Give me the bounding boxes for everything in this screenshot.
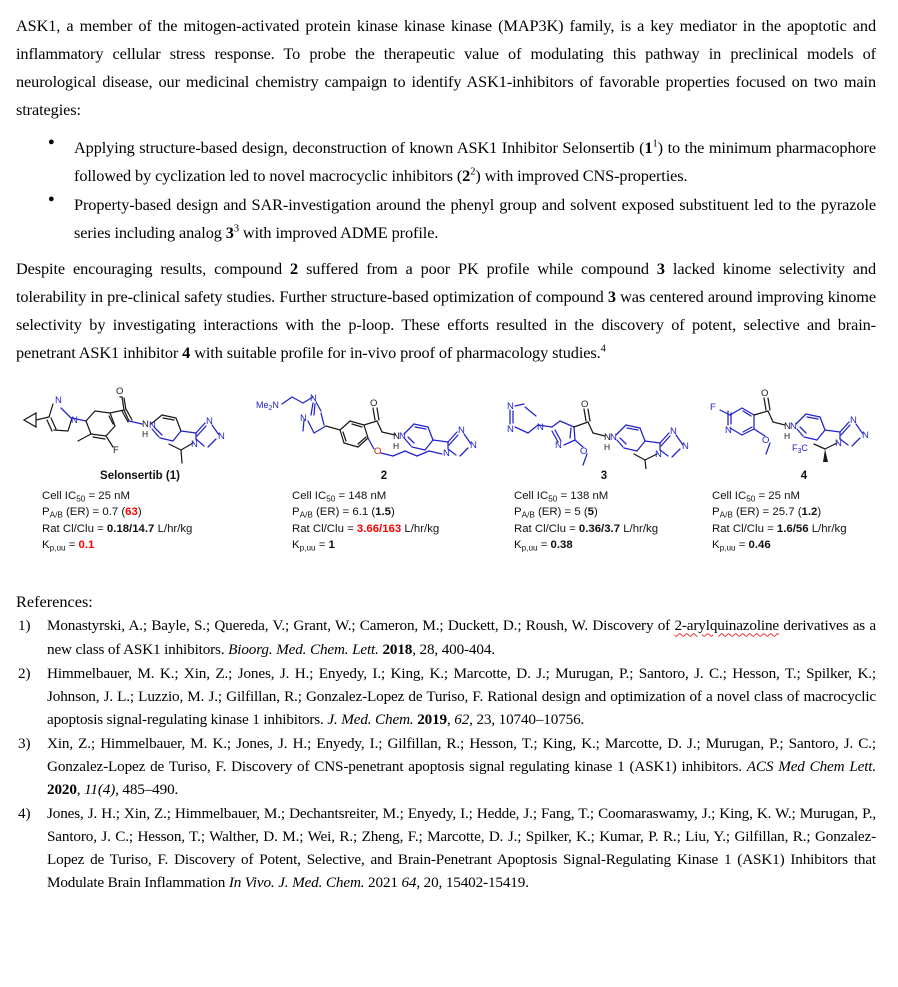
strategy-bullet-list (16, 134, 876, 247)
atom-label-n-amide: N (393, 431, 400, 443)
bullet-1-sup1: 1 (652, 138, 658, 150)
atom-label-f: F (113, 445, 119, 457)
ref-3-volume: 11(4) (84, 781, 116, 799)
references-list (16, 614, 876, 894)
atom-label-o: O (116, 386, 124, 398)
atom-label-n: N (470, 440, 477, 452)
bullet-1-bold2: 2 (462, 166, 471, 186)
ref-4-tail: 2021 (364, 874, 402, 892)
strategy-bullet-2 (74, 191, 876, 247)
ref-2-volume: 62 (454, 710, 470, 728)
compound-2-rat-cl: Rat Cl/Clu = 3.66/163 L/hr/kg (292, 522, 440, 535)
ref-1-tail: , 28, 400-404. (412, 640, 495, 658)
intro-paragraph: ASK1, a member of the mitogen-activated protein kinase kinase kinase (MAP3K) family, is a key mediator in the apoptotic and inflammatory cellular stress response. To probe the therapeutic value of modulating this pathway in preclinical models of neurological disease, our medicinal chemistry campaign to identify ASK1-inhibitors of favorable properties focused on two main strategies: (16, 16, 876, 120)
compound-1-structure (16, 377, 254, 469)
bullet-1-part1: Applying structure-based design, deconstruction of known ASK1 Inhibitor Selonsertib ( (74, 138, 645, 158)
ref-4-authors: Jones, J. H.; Xin, Z.; Himmelbauer, M.; Dechantsreiter, M.; Enyedy, I.; Hedde, J.; Fang, T.; Coomaraswamy, J.; King, K. W.; Murugan, P., Santoro, J. C.; Hesson, T.; Walther, D. M.; Wei, R.; Zheng, F.; Marcotte, D. J.; Spilker, K.; Kumar, P. R.; Liu, Y.; Gilfillan, R.; Gonzalez-Lopez de Turiso, F. Discovery of Potent, Selective, and Brain-Penetrant Apoptosis Signal-Regulating Kinase 1 (ASK1) Inhibitors that Modulate Brain Inflammation (47, 805, 876, 892)
ref-2-year: 2019 (417, 710, 447, 728)
bullet-1-bold1: 1 (644, 138, 653, 158)
atom-label-o: O (581, 399, 589, 411)
ref-3-tail: , (76, 781, 85, 799)
atom-label-o-methoxy: O (580, 446, 588, 458)
compound-1-pab: $P_{A/B}$ (ER) = 0.7 (63) (42, 506, 142, 520)
ref-1-title: derivatives as a new class of ASK1 inhibitors. (47, 617, 877, 658)
atom-label-h: H (604, 442, 611, 453)
compound-3-pab: $P_{A/B}$ (ER) = 5 (5) (514, 506, 598, 520)
compound-2-label: 2 (380, 470, 388, 483)
atom-label-n: N (555, 440, 562, 452)
atom-label-h: H (784, 431, 791, 442)
strategy-bullet-1 (74, 134, 876, 190)
atom-label-f3c: $F_3C$ (792, 443, 808, 456)
reference-item-4 (16, 802, 876, 894)
compound-4-pab: $P_{A/B}$ (ER) = 25.7 (1.2) (712, 506, 822, 520)
atom-label-n: N (55, 395, 62, 407)
atom-label-n: N (458, 425, 465, 437)
bullet-2-sup1: 3 (233, 223, 239, 235)
compound-1-ic50: Cell $IC_{50} = 25$ nM (42, 490, 130, 504)
compound-4-block (704, 377, 898, 553)
chemical-structures-panel (16, 377, 876, 577)
compound-2-data (254, 488, 504, 553)
atom-label-n: N (300, 413, 307, 425)
summary-s1: Despite encouraging results, compound (16, 259, 291, 279)
atom-label-f: F (710, 402, 716, 414)
atom-label-n: N (507, 401, 514, 413)
atom-label-o: O (761, 388, 769, 400)
atom-label-n-pyridine: N (610, 432, 617, 444)
ref-4-in-vivo: In Vivo. (228, 874, 275, 892)
ref-2-journal: J. Med. Chem. (327, 710, 414, 728)
atom-label-o: O (370, 398, 378, 410)
compound-4-ic50: Cell $IC_{50} = 25$ nM (712, 490, 800, 504)
atom-label-n: N (443, 448, 450, 460)
bullet-2-part1: Property-based design and SAR-investigation around the phenyl group and solvent exposed substituent led to the pyrazole series including analog (74, 195, 876, 243)
compound-3-ic50: Cell $IC_{50} = 138$ nM (514, 490, 609, 504)
summary-s2: suffered from a poor PK profile while compound (298, 259, 657, 279)
summary-b4: 4 (182, 343, 191, 363)
bullet-1-part2: ) to the minimum pharmacophore followed by cyclization led to novel macrocyclic inhibitors ( (74, 138, 877, 186)
atom-label-n-pyridine: N (790, 421, 797, 433)
atom-label-n: N (862, 430, 869, 442)
compound-4-label: 4 (800, 470, 808, 483)
ref-4-volume: 64 (401, 874, 417, 892)
ref-3-authors: Xin, Z.; Himmelbauer, M. K.; Jones, J. H.; Enyedy, I.; Gilfillan, R.; Hesson, T.; King, K.; Marcotte, D. J.; Murugan, P.; Santoro, J. C.; Gonzalez-Lopez de Turiso, F. Discovery of CNS-penetrant apoptosis signal regulating kinase 1 (ASK1) inhibitors. (47, 734, 876, 775)
compound-2-pab: $P_{A/B}$ (ER) = 6.1 (1.5) (292, 506, 395, 520)
atom-label-n: N (835, 438, 842, 450)
ref-1-authors: Monastyrski, A.; Bayle, S.; Quereda, V.; Grant, W.; Cameron, M.; Duckett, D.; Roush, W. Discovery of (47, 617, 675, 635)
compound-3-rat-cl: Rat Cl/Clu = 0.36/3.7 L/hr/kg (514, 522, 659, 535)
ref-2-authors: Himmelbauer, M. K.; Xin, Z.; Jones, J. H.; Enyedy, I.; King, K.; Marcotte, D. J.; Murugan, P.; Santoro, J. C.; Hesson, T.; Spilker, K.; Johnson, J. L.; Luzzio, M. J.; Gilfillan, R.; Gonzalez-Lopez de Turiso, F. Rational design and optimization of a novel class of macrocyclic apoptosis signal-regulating kinase 1 inhibitors. (47, 664, 876, 728)
compound-4-data (704, 488, 898, 553)
atom-label-n: N (191, 439, 198, 451)
compound-1-label: Selonsertib (1) (100, 470, 180, 483)
compound-3-structure (504, 377, 704, 469)
summary-s3: lacked kinome selectivity and tolerability in pre-clinical safety studies. Further structure-based optimization of compound (16, 259, 876, 307)
compound-4-structure (704, 377, 898, 469)
atom-label-o-ether: O (374, 446, 382, 458)
compound-4-kpuu: $K_{p,uu} = 0.46$ (712, 538, 771, 553)
compound-2-ic50: Cell $IC_{50} = 148$ nM (292, 490, 387, 504)
ref-4-tail2: , 20, 15402-15419. (416, 874, 529, 892)
reference-item-2 (16, 662, 876, 731)
atom-label-n: N (655, 449, 662, 461)
compound-1-block (16, 377, 254, 553)
atom-label-me2n: $Me_2N$ (256, 400, 279, 413)
summary-paragraph (16, 255, 876, 367)
compound-3-block (504, 377, 704, 553)
compound-3-data (504, 488, 704, 553)
atom-label-n: N (537, 422, 544, 434)
ref-4-journal: J. Med. Chem. (274, 874, 365, 892)
ref-1-spellcheck-word: 2-arylquinazoline (674, 617, 780, 635)
references-heading: References: (16, 592, 93, 612)
atom-label-n: N (682, 441, 689, 453)
summary-b3: 3 (607, 287, 616, 307)
atom-label-h: H (142, 429, 149, 440)
atom-label-n-pyridine: N (399, 431, 406, 443)
summary-s4: was centered around improving kinome selectivity by investigating interactions with the p-loop. These efforts resulted in the discovery of potent, selective and brain-penetrant ASK1 inhibitor (16, 287, 876, 363)
atom-label-n: N (71, 415, 78, 427)
compound-1-data (16, 488, 254, 553)
bullet-1-sup2: 2 (470, 166, 476, 178)
summary-s5: with suitable profile for in-vivo proof of pharmacology studies. (190, 343, 601, 363)
atom-label-n: N (206, 416, 213, 428)
ref-1-journal: Bioorg. Med. Chem. Lett. (228, 640, 379, 658)
ref-2-tail: , (446, 710, 455, 728)
ref-2-tail2: , 23, 10740–10756. (469, 710, 585, 728)
ref-3-tail2: , 485–490. (115, 781, 179, 799)
atom-label-n: N (507, 424, 514, 436)
atom-label-n-amide: N (604, 432, 611, 444)
atom-label-n: N (218, 431, 225, 443)
atom-label-h: H (393, 441, 400, 452)
atom-label-n: N (142, 419, 149, 431)
bullet-2-bold1: 3 (225, 223, 234, 243)
reference-item-3 (16, 732, 876, 801)
atom-label-n: N (310, 393, 317, 405)
compound-3-label: 3 (600, 470, 608, 483)
compound-2-block (254, 377, 504, 553)
compound-1-rat-cl: Rat Cl/Clu = 0.18/14.7 L/hr/kg (42, 522, 193, 535)
compound-2-kpuu: $K_{p,uu} = 1$ (292, 538, 335, 553)
summary-b1: 2 (290, 259, 299, 279)
atom-label-n-amide: N (784, 421, 791, 433)
compound-2-structure (254, 377, 504, 469)
summary-sup: 4 (600, 343, 606, 355)
atom-label-o-methoxy: O (762, 435, 770, 447)
atom-label-n: N (670, 426, 677, 438)
bullet-2-part2: with improved ADME profile. (238, 223, 439, 243)
summary-b2: 3 (656, 259, 665, 279)
compound-4-rat-cl: Rat Cl/Clu = 1.6/56 L/hr/kg (712, 522, 847, 535)
compound-1-kpuu: $K_{p,uu} = 0.1$ (42, 538, 95, 553)
atom-label-n-pyridine: N (149, 420, 156, 432)
atom-label-n-pyridine: N (725, 425, 732, 437)
ref-3-journal: ACS Med Chem Lett. (746, 758, 876, 775)
ref-3-year: 2020 (47, 781, 77, 799)
compound-3-kpuu: $K_{p,uu} = 0.38$ (514, 538, 573, 553)
ref-1-year: 2018 (382, 640, 413, 658)
atom-label-n: N (850, 415, 857, 427)
bullet-1-part3: ) with improved CNS-properties. (475, 166, 688, 186)
reference-item-1 (16, 614, 876, 660)
